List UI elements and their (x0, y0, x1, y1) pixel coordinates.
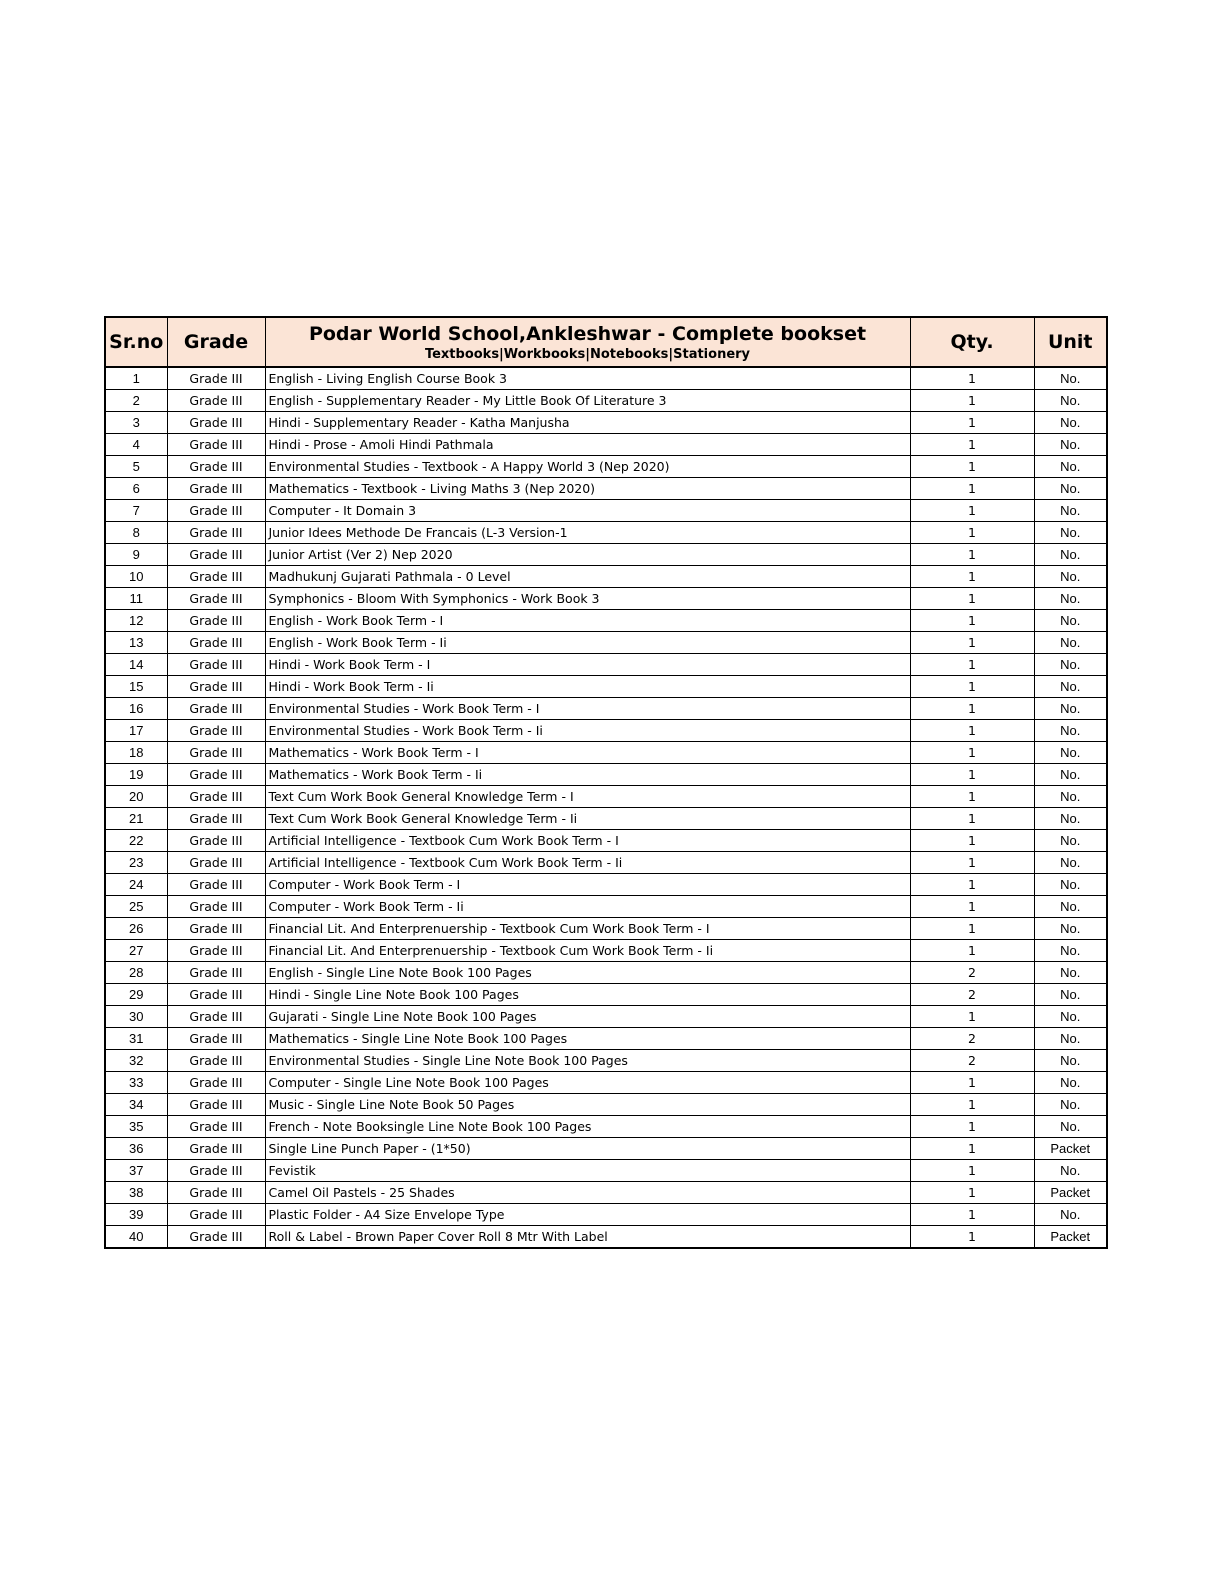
qty-cell: 2 (910, 962, 1034, 984)
unit-cell: No. (1034, 434, 1107, 456)
grade-cell: Grade III (167, 610, 265, 632)
item-description-cell: Symphonics - Bloom With Symphonics - Work Book 3 (265, 588, 910, 610)
grade-cell: Grade III (167, 1204, 265, 1226)
table-row (105, 434, 1107, 456)
qty-cell: 1 (910, 500, 1034, 522)
qty-cell: 1 (910, 1160, 1034, 1182)
sr-no-cell: 16 (105, 698, 167, 720)
item-description-cell: Computer - Work Book Term - Ii (265, 896, 910, 918)
sr-no-cell: 20 (105, 786, 167, 808)
sr-no-cell: 23 (105, 852, 167, 874)
unit-cell: No. (1034, 698, 1107, 720)
sr-no-cell: 14 (105, 654, 167, 676)
table-row (105, 566, 1107, 588)
unit-cell: No. (1034, 1050, 1107, 1072)
sr-no-cell: 34 (105, 1094, 167, 1116)
qty-cell: 1 (910, 367, 1034, 390)
grade-cell: Grade III (167, 962, 265, 984)
qty-cell: 1 (910, 918, 1034, 940)
page-subtitle: Textbooks|Workbooks|Notebooks|Stationery (424, 346, 751, 362)
unit-cell: No. (1034, 808, 1107, 830)
unit-cell: No. (1034, 874, 1107, 896)
qty-cell: 1 (910, 1072, 1034, 1094)
grade-cell: Grade III (167, 588, 265, 610)
item-description-cell: English - Single Line Note Book 100 Pages (265, 962, 910, 984)
grade-cell: Grade III (167, 808, 265, 830)
item-description-cell: Junior Idees Methode De Francais (L-3 Version-1 (265, 522, 910, 544)
unit-cell: No. (1034, 478, 1107, 500)
grade-cell: Grade III (167, 412, 265, 434)
unit-cell: Packet (1034, 1226, 1107, 1249)
item-description-cell: Plastic Folder - A4 Size Envelope Type (265, 1204, 910, 1226)
table-row (105, 456, 1107, 478)
item-description-cell: Mathematics - Work Book Term - Ii (265, 764, 910, 786)
sr-no-cell: 11 (105, 588, 167, 610)
qty-cell: 1 (910, 522, 1034, 544)
header-unit: Unit (1034, 317, 1107, 367)
item-description-cell: Hindi - Work Book Term - Ii (265, 676, 910, 698)
bookset-sheet (104, 316, 1106, 1249)
grade-cell: Grade III (167, 1138, 265, 1160)
item-description-cell: Computer - Single Line Note Book 100 Pages (265, 1072, 910, 1094)
table-row (105, 852, 1107, 874)
item-description-cell: Hindi - Supplementary Reader - Katha Manjusha (265, 412, 910, 434)
qty-cell: 1 (910, 1204, 1034, 1226)
table-row (105, 742, 1107, 764)
unit-cell: No. (1034, 610, 1107, 632)
sr-no-cell: 25 (105, 896, 167, 918)
sr-no-cell: 29 (105, 984, 167, 1006)
qty-cell: 1 (910, 896, 1034, 918)
qty-cell: 1 (910, 1006, 1034, 1028)
grade-cell: Grade III (167, 1226, 265, 1249)
table-row (105, 808, 1107, 830)
item-description-cell: Mathematics - Textbook - Living Maths 3 (Nep 2020) (265, 478, 910, 500)
qty-cell: 2 (910, 984, 1034, 1006)
sr-no-cell: 10 (105, 566, 167, 588)
table-row (105, 1116, 1107, 1138)
table-row (105, 544, 1107, 566)
unit-cell: No. (1034, 676, 1107, 698)
table-row (105, 412, 1107, 434)
qty-cell: 1 (910, 1116, 1034, 1138)
qty-cell: 1 (910, 632, 1034, 654)
qty-cell: 1 (910, 654, 1034, 676)
qty-cell: 1 (910, 786, 1034, 808)
sr-no-cell: 40 (105, 1226, 167, 1249)
bookset-table (104, 316, 1108, 1249)
grade-cell: Grade III (167, 830, 265, 852)
table-row (105, 1138, 1107, 1160)
sr-no-cell: 9 (105, 544, 167, 566)
item-description-cell: Roll & Label - Brown Paper Cover Roll 8 Mtr With Label (265, 1226, 910, 1249)
sr-no-cell: 2 (105, 390, 167, 412)
table-row (105, 786, 1107, 808)
sr-no-cell: 19 (105, 764, 167, 786)
qty-cell: 1 (910, 390, 1034, 412)
unit-cell: No. (1034, 852, 1107, 874)
grade-cell: Grade III (167, 390, 265, 412)
item-description-cell: Gujarati - Single Line Note Book 100 Pages (265, 1006, 910, 1028)
item-description-cell: Mathematics - Single Line Note Book 100 Pages (265, 1028, 910, 1050)
sr-no-cell: 33 (105, 1072, 167, 1094)
unit-cell: No. (1034, 390, 1107, 412)
item-description-cell: English - Supplementary Reader - My Little Book Of Literature 3 (265, 390, 910, 412)
qty-cell: 1 (910, 610, 1034, 632)
table-row (105, 1226, 1107, 1249)
unit-cell: No. (1034, 632, 1107, 654)
item-description-cell: Hindi - Single Line Note Book 100 Pages (265, 984, 910, 1006)
item-description-cell: Environmental Studies - Work Book Term - Ii (265, 720, 910, 742)
item-description-cell: Mathematics - Work Book Term - I (265, 742, 910, 764)
grade-cell: Grade III (167, 456, 265, 478)
sr-no-cell: 5 (105, 456, 167, 478)
table-row (105, 940, 1107, 962)
item-description-cell: Text Cum Work Book General Knowledge Term - Ii (265, 808, 910, 830)
sr-no-cell: 12 (105, 610, 167, 632)
table-row (105, 764, 1107, 786)
unit-cell: No. (1034, 786, 1107, 808)
table-row (105, 500, 1107, 522)
grade-cell: Grade III (167, 742, 265, 764)
unit-cell: No. (1034, 1028, 1107, 1050)
grade-cell: Grade III (167, 940, 265, 962)
table-row (105, 654, 1107, 676)
unit-cell: No. (1034, 830, 1107, 852)
sr-no-cell: 35 (105, 1116, 167, 1138)
qty-cell: 1 (910, 566, 1034, 588)
qty-cell: 2 (910, 1050, 1034, 1072)
grade-cell: Grade III (167, 478, 265, 500)
grade-cell: Grade III (167, 786, 265, 808)
qty-cell: 1 (910, 852, 1034, 874)
sr-no-cell: 31 (105, 1028, 167, 1050)
grade-cell: Grade III (167, 434, 265, 456)
sr-no-cell: 38 (105, 1182, 167, 1204)
item-description-cell: Single Line Punch Paper - (1*50) (265, 1138, 910, 1160)
qty-cell: 2 (910, 1028, 1034, 1050)
unit-cell: No. (1034, 566, 1107, 588)
qty-cell: 1 (910, 412, 1034, 434)
header-qty: Qty. (910, 317, 1034, 367)
unit-cell: No. (1034, 654, 1107, 676)
item-description-cell: Environmental Studies - Single Line Note Book 100 Pages (265, 1050, 910, 1072)
sr-no-cell: 17 (105, 720, 167, 742)
unit-cell: No. (1034, 1094, 1107, 1116)
grade-cell: Grade III (167, 544, 265, 566)
unit-cell: No. (1034, 522, 1107, 544)
item-description-cell: Environmental Studies - Textbook - A Happy World 3 (Nep 2020) (265, 456, 910, 478)
item-description-cell: Fevistik (265, 1160, 910, 1182)
grade-cell: Grade III (167, 566, 265, 588)
grade-cell: Grade III (167, 720, 265, 742)
qty-cell: 1 (910, 1138, 1034, 1160)
header-title-cell (265, 317, 910, 367)
item-description-cell: Artificial Intelligence - Textbook Cum Work Book Term - I (265, 830, 910, 852)
grade-cell: Grade III (167, 1094, 265, 1116)
grade-cell: Grade III (167, 1006, 265, 1028)
sr-no-cell: 7 (105, 500, 167, 522)
item-description-cell: Computer - It Domain 3 (265, 500, 910, 522)
qty-cell: 1 (910, 698, 1034, 720)
item-description-cell: English - Living English Course Book 3 (265, 367, 910, 390)
table-row (105, 1072, 1107, 1094)
grade-cell: Grade III (167, 764, 265, 786)
item-description-cell: Hindi - Work Book Term - I (265, 654, 910, 676)
qty-cell: 1 (910, 544, 1034, 566)
table-row (105, 478, 1107, 500)
grade-cell: Grade III (167, 632, 265, 654)
grade-cell: Grade III (167, 654, 265, 676)
sr-no-cell: 32 (105, 1050, 167, 1072)
sr-no-cell: 26 (105, 918, 167, 940)
sr-no-cell: 27 (105, 940, 167, 962)
sr-no-cell: 28 (105, 962, 167, 984)
unit-cell: No. (1034, 456, 1107, 478)
unit-cell: No. (1034, 1116, 1107, 1138)
sr-no-cell: 3 (105, 412, 167, 434)
sr-no-cell: 22 (105, 830, 167, 852)
grade-cell: Grade III (167, 1182, 265, 1204)
grade-cell: Grade III (167, 874, 265, 896)
table-row (105, 367, 1107, 390)
table-row (105, 1182, 1107, 1204)
table-row (105, 962, 1107, 984)
page-title: Podar World School,Ankleshwar - Complete bookset (308, 322, 867, 345)
table-row (105, 896, 1107, 918)
sr-no-cell: 21 (105, 808, 167, 830)
item-description-cell: Financial Lit. And Enterprenuership - Textbook Cum Work Book Term - I (265, 918, 910, 940)
grade-cell: Grade III (167, 1028, 265, 1050)
qty-cell: 1 (910, 874, 1034, 896)
item-description-cell: Camel Oil Pastels - 25 Shades (265, 1182, 910, 1204)
grade-cell: Grade III (167, 918, 265, 940)
sr-no-cell: 4 (105, 434, 167, 456)
unit-cell: No. (1034, 412, 1107, 434)
unit-cell: No. (1034, 984, 1107, 1006)
sr-no-cell: 8 (105, 522, 167, 544)
unit-cell: No. (1034, 1006, 1107, 1028)
table-row (105, 874, 1107, 896)
grade-cell: Grade III (167, 896, 265, 918)
unit-cell: No. (1034, 962, 1107, 984)
grade-cell: Grade III (167, 1050, 265, 1072)
item-description-cell: Madhukunj Gujarati Pathmala - 0 Level (265, 566, 910, 588)
header-grade: Grade (167, 317, 265, 367)
grade-cell: Grade III (167, 500, 265, 522)
unit-cell: No. (1034, 1204, 1107, 1226)
grade-cell: Grade III (167, 698, 265, 720)
table-row (105, 1006, 1107, 1028)
unit-cell: No. (1034, 940, 1107, 962)
item-description-cell: Music - Single Line Note Book 50 Pages (265, 1094, 910, 1116)
sr-no-cell: 18 (105, 742, 167, 764)
unit-cell: No. (1034, 544, 1107, 566)
qty-cell: 1 (910, 676, 1034, 698)
table-row (105, 676, 1107, 698)
unit-cell: No. (1034, 367, 1107, 390)
unit-cell: Packet (1034, 1138, 1107, 1160)
unit-cell: No. (1034, 1072, 1107, 1094)
qty-cell: 1 (910, 478, 1034, 500)
table-row (105, 918, 1107, 940)
item-description-cell: English - Work Book Term - I (265, 610, 910, 632)
sr-no-cell: 39 (105, 1204, 167, 1226)
unit-cell: No. (1034, 918, 1107, 940)
qty-cell: 1 (910, 830, 1034, 852)
sr-no-cell: 30 (105, 1006, 167, 1028)
qty-cell: 1 (910, 588, 1034, 610)
sr-no-cell: 15 (105, 676, 167, 698)
item-description-cell: English - Work Book Term - Ii (265, 632, 910, 654)
grade-cell: Grade III (167, 852, 265, 874)
item-description-cell: Computer - Work Book Term - I (265, 874, 910, 896)
grade-cell: Grade III (167, 1116, 265, 1138)
grade-cell: Grade III (167, 367, 265, 390)
unit-cell: No. (1034, 742, 1107, 764)
table-row (105, 1050, 1107, 1072)
grade-cell: Grade III (167, 676, 265, 698)
unit-cell: No. (1034, 500, 1107, 522)
table-row (105, 1160, 1107, 1182)
qty-cell: 1 (910, 1094, 1034, 1116)
header-sr-no: Sr.no (105, 317, 167, 367)
table-row (105, 522, 1107, 544)
sr-no-cell: 13 (105, 632, 167, 654)
item-description-cell: French - Note Booksingle Line Note Book 100 Pages (265, 1116, 910, 1138)
item-description-cell: Text Cum Work Book General Knowledge Term - I (265, 786, 910, 808)
grade-cell: Grade III (167, 1072, 265, 1094)
sr-no-cell: 6 (105, 478, 167, 500)
table-row (105, 720, 1107, 742)
qty-cell: 1 (910, 1182, 1034, 1204)
grade-cell: Grade III (167, 984, 265, 1006)
table-body (105, 367, 1107, 1248)
qty-cell: 1 (910, 456, 1034, 478)
qty-cell: 1 (910, 808, 1034, 830)
item-description-cell: Hindi - Prose - Amoli Hindi Pathmala (265, 434, 910, 456)
sr-no-cell: 24 (105, 874, 167, 896)
table-row (105, 1028, 1107, 1050)
table-row (105, 1204, 1107, 1226)
qty-cell: 1 (910, 434, 1034, 456)
unit-cell: No. (1034, 1160, 1107, 1182)
item-description-cell: Artificial Intelligence - Textbook Cum Work Book Term - Ii (265, 852, 910, 874)
sr-no-cell: 36 (105, 1138, 167, 1160)
qty-cell: 1 (910, 742, 1034, 764)
qty-cell: 1 (910, 940, 1034, 962)
item-description-cell: Junior Artist (Ver 2) Nep 2020 (265, 544, 910, 566)
grade-cell: Grade III (167, 522, 265, 544)
table-row (105, 830, 1107, 852)
table-row (105, 1094, 1107, 1116)
item-description-cell: Environmental Studies - Work Book Term - I (265, 698, 910, 720)
unit-cell: No. (1034, 588, 1107, 610)
table-header (105, 317, 1107, 367)
qty-cell: 1 (910, 764, 1034, 786)
grade-cell: Grade III (167, 1160, 265, 1182)
unit-cell: No. (1034, 764, 1107, 786)
table-row (105, 390, 1107, 412)
table-row (105, 610, 1107, 632)
qty-cell: 1 (910, 1226, 1034, 1249)
table-row (105, 698, 1107, 720)
table-row (105, 984, 1107, 1006)
qty-cell: 1 (910, 720, 1034, 742)
sr-no-cell: 37 (105, 1160, 167, 1182)
sr-no-cell: 1 (105, 367, 167, 390)
unit-cell: No. (1034, 720, 1107, 742)
table-row (105, 588, 1107, 610)
unit-cell: Packet (1034, 1182, 1107, 1204)
item-description-cell: Financial Lit. And Enterprenuership - Textbook Cum Work Book Term - Ii (265, 940, 910, 962)
unit-cell: No. (1034, 896, 1107, 918)
table-row (105, 632, 1107, 654)
